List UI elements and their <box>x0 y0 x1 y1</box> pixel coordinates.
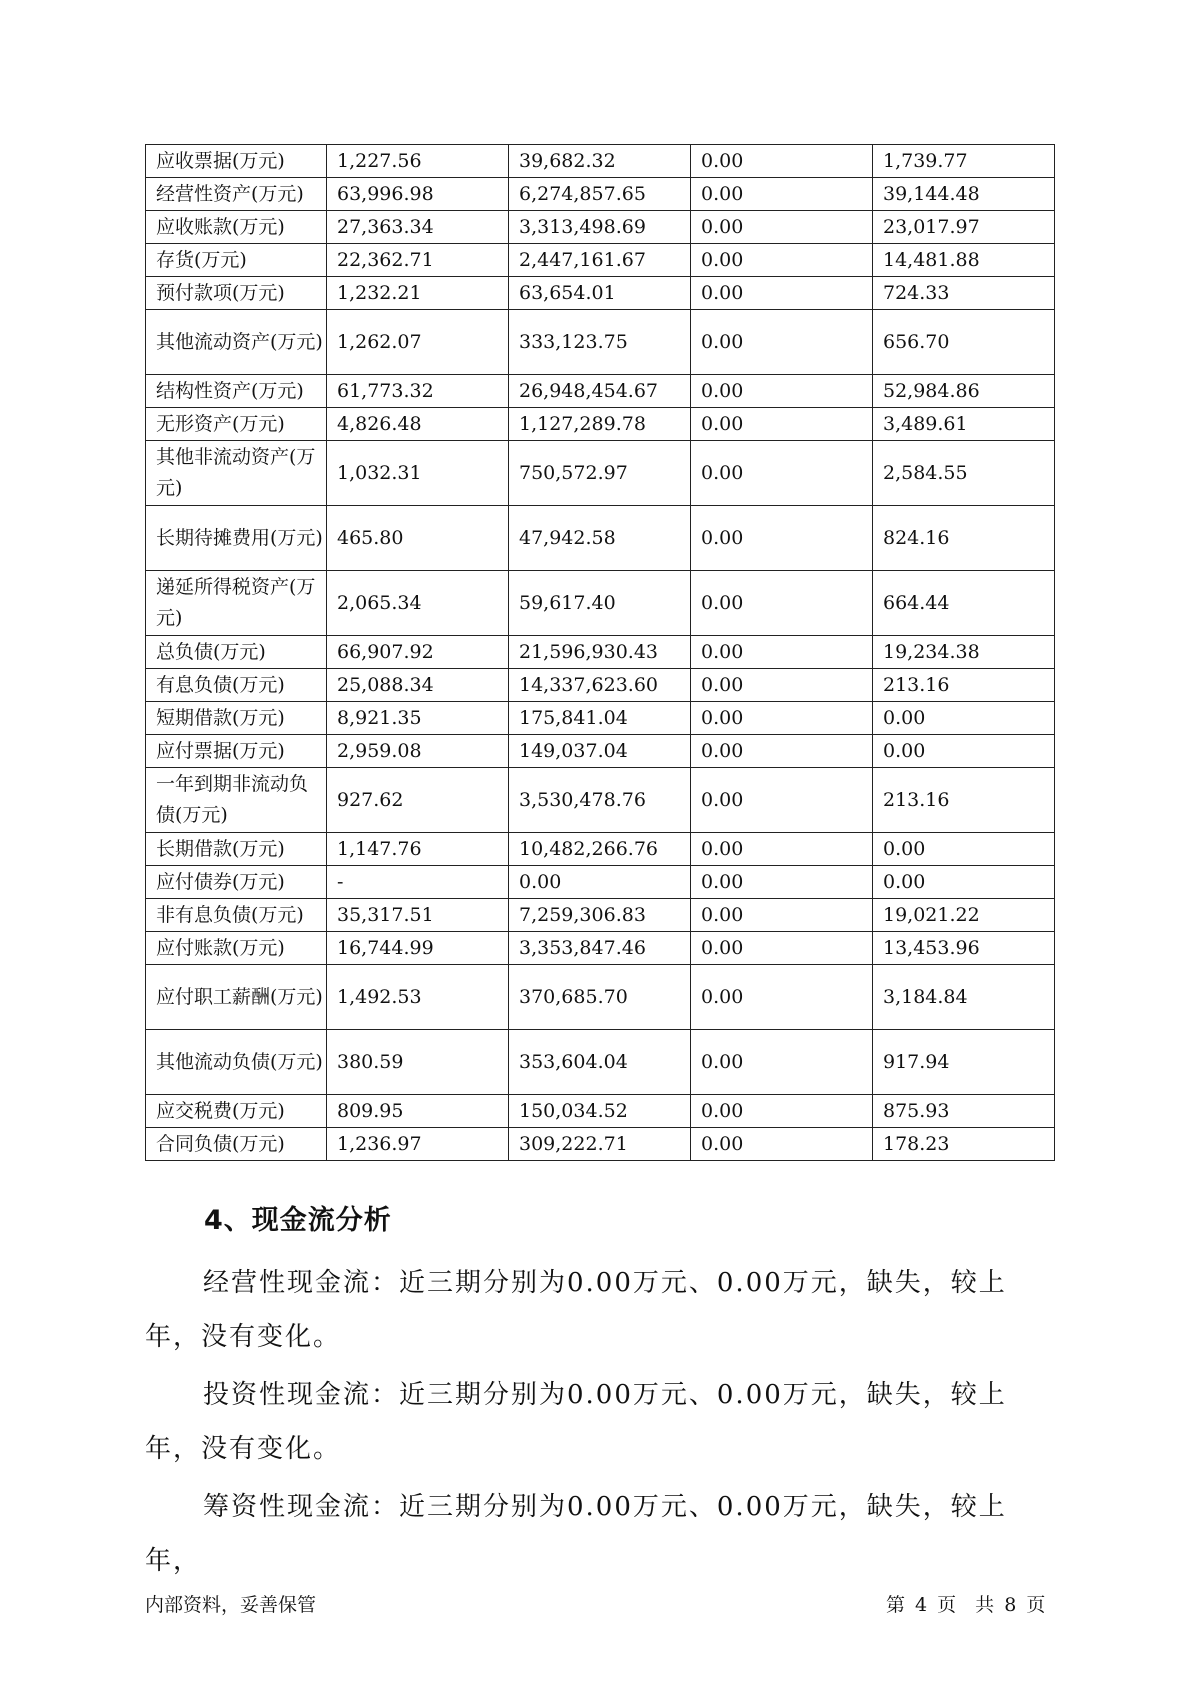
row-label-text: 合同负债(万元) <box>156 1132 285 1155</box>
row-label <box>146 669 327 702</box>
value-cell-4: 39,144.48 <box>873 178 1055 211</box>
value-cell-1: 35,317.51 <box>327 899 509 932</box>
value-cell-1: 1,492.53 <box>327 965 509 1030</box>
footer-confidential-note: 内部资料，妥善保管 <box>145 1594 317 1616</box>
table-row <box>146 965 1055 1030</box>
value-cell-3: 0.00 <box>691 636 873 669</box>
value-cell-4: 0.00 <box>873 833 1055 866</box>
row-label <box>146 1095 327 1128</box>
row-label <box>146 866 327 899</box>
value-cell-1: 16,744.99 <box>327 932 509 965</box>
row-label-text: 应付职工薪酬(万元) <box>156 985 323 1008</box>
value-cell-2: 47,942.58 <box>509 506 691 571</box>
value-cell-3: 0.00 <box>691 702 873 735</box>
financial-data-table <box>145 144 1055 1161</box>
value-cell-4: 213.16 <box>873 768 1055 833</box>
value-cell-1: 1,227.56 <box>327 145 509 178</box>
value-cell-4: 0.00 <box>873 866 1055 899</box>
row-label <box>146 735 327 768</box>
value-cell-3: 0.00 <box>691 506 873 571</box>
row-label <box>146 932 327 965</box>
table-row <box>146 899 1055 932</box>
table-row <box>146 441 1055 506</box>
value-cell-2: 10,482,266.76 <box>509 833 691 866</box>
value-cell-3: 0.00 <box>691 571 873 636</box>
value-cell-4: 19,021.22 <box>873 899 1055 932</box>
value-cell-2: 175,841.04 <box>509 702 691 735</box>
row-label <box>146 375 327 408</box>
value-cell-2: 7,259,306.83 <box>509 899 691 932</box>
value-cell-3: 0.00 <box>691 735 873 768</box>
row-label <box>146 211 327 244</box>
value-cell-2: 6,274,857.65 <box>509 178 691 211</box>
value-cell-1: 8,921.35 <box>327 702 509 735</box>
row-label <box>146 899 327 932</box>
financial-table-body <box>146 145 1055 1161</box>
value-cell-1: 61,773.32 <box>327 375 509 408</box>
value-cell-4: 664.44 <box>873 571 1055 636</box>
table-row <box>146 244 1055 277</box>
table-row <box>146 375 1055 408</box>
value-cell-4: 875.93 <box>873 1095 1055 1128</box>
paragraph-investing-cashflow: 投资性现金流：近三期分别为0.00万元、0.00万元，缺失，较上年，没有变化。 <box>145 1380 1007 1464</box>
value-cell-4: 3,489.61 <box>873 408 1055 441</box>
value-cell-1: 4,826.48 <box>327 408 509 441</box>
row-label-text: 短期借款(万元) <box>156 706 285 729</box>
table-row <box>146 636 1055 669</box>
table-row <box>146 932 1055 965</box>
value-cell-1: 1,262.07 <box>327 310 509 375</box>
row-label <box>146 310 327 375</box>
table-row <box>146 145 1055 178</box>
value-cell-2: 150,034.52 <box>509 1095 691 1128</box>
value-cell-1: 1,236.97 <box>327 1128 509 1161</box>
value-cell-3: 0.00 <box>691 768 873 833</box>
value-cell-4: 2,584.55 <box>873 441 1055 506</box>
row-label-text: 经营性资产(万元) <box>156 182 304 205</box>
value-cell-1: 380.59 <box>327 1030 509 1095</box>
table-row <box>146 408 1055 441</box>
row-label-text: 结构性资产(万元) <box>156 379 304 402</box>
value-cell-3: 0.00 <box>691 178 873 211</box>
value-cell-4: 13,453.96 <box>873 932 1055 965</box>
row-label-text: 应付票据(万元) <box>156 739 285 762</box>
value-cell-4: 824.16 <box>873 506 1055 571</box>
value-cell-2: 1,127,289.78 <box>509 408 691 441</box>
row-label <box>146 571 327 636</box>
value-cell-1: 2,959.08 <box>327 735 509 768</box>
table-row <box>146 1030 1055 1095</box>
value-cell-4: 52,984.86 <box>873 375 1055 408</box>
value-cell-2: 750,572.97 <box>509 441 691 506</box>
row-label-text: 应付账款(万元) <box>156 936 285 959</box>
value-cell-4: 178.23 <box>873 1128 1055 1161</box>
footer-page-number: 第 4 页 共 8 页 <box>886 1594 1046 1616</box>
row-label <box>146 768 327 833</box>
value-cell-1: 66,907.92 <box>327 636 509 669</box>
value-cell-1: 1,032.31 <box>327 441 509 506</box>
value-cell-2: 3,353,847.46 <box>509 932 691 965</box>
value-cell-1: 927.62 <box>327 768 509 833</box>
table-row <box>146 211 1055 244</box>
row-label-text: 无形资产(万元) <box>156 412 285 435</box>
value-cell-1: 63,996.98 <box>327 178 509 211</box>
row-label-text: 长期待摊费用(万元) <box>156 526 323 549</box>
value-cell-1: 809.95 <box>327 1095 509 1128</box>
value-cell-3: 0.00 <box>691 965 873 1030</box>
value-cell-2: 63,654.01 <box>509 277 691 310</box>
row-label <box>146 244 327 277</box>
value-cell-3: 0.00 <box>691 145 873 178</box>
row-label-text: 其他流动资产(万元) <box>156 330 323 353</box>
row-label <box>146 965 327 1030</box>
row-label <box>146 702 327 735</box>
value-cell-4: 19,234.38 <box>873 636 1055 669</box>
row-label-text: 预付款项(万元) <box>156 281 285 304</box>
value-cell-1: 2,065.34 <box>327 571 509 636</box>
value-cell-1: 1,232.21 <box>327 277 509 310</box>
row-label-text: 递延所得税资产(万元) <box>156 576 316 629</box>
value-cell-3: 0.00 <box>691 1030 873 1095</box>
table-row <box>146 702 1055 735</box>
row-label <box>146 408 327 441</box>
table-row <box>146 768 1055 833</box>
row-label-text: 总负债(万元) <box>156 640 266 663</box>
value-cell-1: 465.80 <box>327 506 509 571</box>
value-cell-4: 23,017.97 <box>873 211 1055 244</box>
value-cell-1: - <box>327 866 509 899</box>
table-row <box>146 178 1055 211</box>
row-label-text: 有息负债(万元) <box>156 673 285 696</box>
table-row <box>146 1095 1055 1128</box>
value-cell-4: 917.94 <box>873 1030 1055 1095</box>
row-label <box>146 145 327 178</box>
row-label <box>146 1128 327 1161</box>
value-cell-3: 0.00 <box>691 899 873 932</box>
row-label <box>146 1030 327 1095</box>
table-row <box>146 571 1055 636</box>
value-cell-3: 0.00 <box>691 1128 873 1161</box>
table-row <box>146 506 1055 571</box>
row-label-text: 存货(万元) <box>156 248 247 271</box>
value-cell-2: 149,037.04 <box>509 735 691 768</box>
value-cell-3: 0.00 <box>691 866 873 899</box>
value-cell-4: 0.00 <box>873 702 1055 735</box>
row-label <box>146 277 327 310</box>
paragraph-operating-cashflow: 经营性现金流：近三期分别为0.00万元、0.00万元，缺失，较上年，没有变化。 <box>145 1268 1007 1352</box>
row-label-text: 长期借款(万元) <box>156 837 285 860</box>
table-row <box>146 735 1055 768</box>
value-cell-4: 213.16 <box>873 669 1055 702</box>
value-cell-2: 2,447,161.67 <box>509 244 691 277</box>
value-cell-2: 353,604.04 <box>509 1030 691 1095</box>
row-label-text: 应交税费(万元) <box>156 1099 285 1122</box>
table-row <box>146 277 1055 310</box>
value-cell-1: 22,362.71 <box>327 244 509 277</box>
value-cell-3: 0.00 <box>691 669 873 702</box>
row-label-text: 非有息负债(万元) <box>156 903 304 926</box>
value-cell-2: 0.00 <box>509 866 691 899</box>
value-cell-2: 39,682.32 <box>509 145 691 178</box>
value-cell-3: 0.00 <box>691 1095 873 1128</box>
value-cell-3: 0.00 <box>691 932 873 965</box>
row-label <box>146 178 327 211</box>
value-cell-4: 724.33 <box>873 277 1055 310</box>
value-cell-3: 0.00 <box>691 211 873 244</box>
value-cell-2: 3,313,498.69 <box>509 211 691 244</box>
value-cell-3: 0.00 <box>691 277 873 310</box>
table-row <box>146 1128 1055 1161</box>
value-cell-2: 21,596,930.43 <box>509 636 691 669</box>
value-cell-1: 27,363.34 <box>327 211 509 244</box>
row-label-text: 其他非流动资产(万元) <box>156 446 316 499</box>
row-label-text: 应付债券(万元) <box>156 870 285 893</box>
table-row <box>146 669 1055 702</box>
value-cell-2: 59,617.40 <box>509 571 691 636</box>
value-cell-3: 0.00 <box>691 375 873 408</box>
row-label <box>146 636 327 669</box>
value-cell-4: 14,481.88 <box>873 244 1055 277</box>
table-row <box>146 866 1055 899</box>
value-cell-2: 3,530,478.76 <box>509 768 691 833</box>
row-label-text: 应收账款(万元) <box>156 215 285 238</box>
row-label-text: 应收票据(万元) <box>156 149 285 172</box>
value-cell-2: 333,123.75 <box>509 310 691 375</box>
value-cell-2: 14,337,623.60 <box>509 669 691 702</box>
row-label <box>146 506 327 571</box>
value-cell-4: 3,184.84 <box>873 965 1055 1030</box>
value-cell-4: 0.00 <box>873 735 1055 768</box>
value-cell-3: 0.00 <box>691 310 873 375</box>
value-cell-1: 25,088.34 <box>327 669 509 702</box>
value-cell-3: 0.00 <box>691 408 873 441</box>
value-cell-3: 0.00 <box>691 833 873 866</box>
table-row <box>146 310 1055 375</box>
row-label-text: 一年到期非流动负债(万元) <box>156 773 309 826</box>
table-row <box>146 833 1055 866</box>
value-cell-4: 656.70 <box>873 310 1055 375</box>
row-label-text: 其他流动负债(万元) <box>156 1050 323 1073</box>
value-cell-4: 1,739.77 <box>873 145 1055 178</box>
section-heading: 4、现金流分析 <box>204 1205 392 1236</box>
value-cell-2: 370,685.70 <box>509 965 691 1030</box>
value-cell-3: 0.00 <box>691 441 873 506</box>
value-cell-1: 1,147.76 <box>327 833 509 866</box>
value-cell-2: 309,222.71 <box>509 1128 691 1161</box>
paragraph-financing-cashflow: 筹资性现金流：近三期分别为0.00万元、0.00万元，缺失，较上年， <box>145 1492 1007 1576</box>
row-label <box>146 833 327 866</box>
value-cell-2: 26,948,454.67 <box>509 375 691 408</box>
row-label <box>146 441 327 506</box>
value-cell-3: 0.00 <box>691 244 873 277</box>
